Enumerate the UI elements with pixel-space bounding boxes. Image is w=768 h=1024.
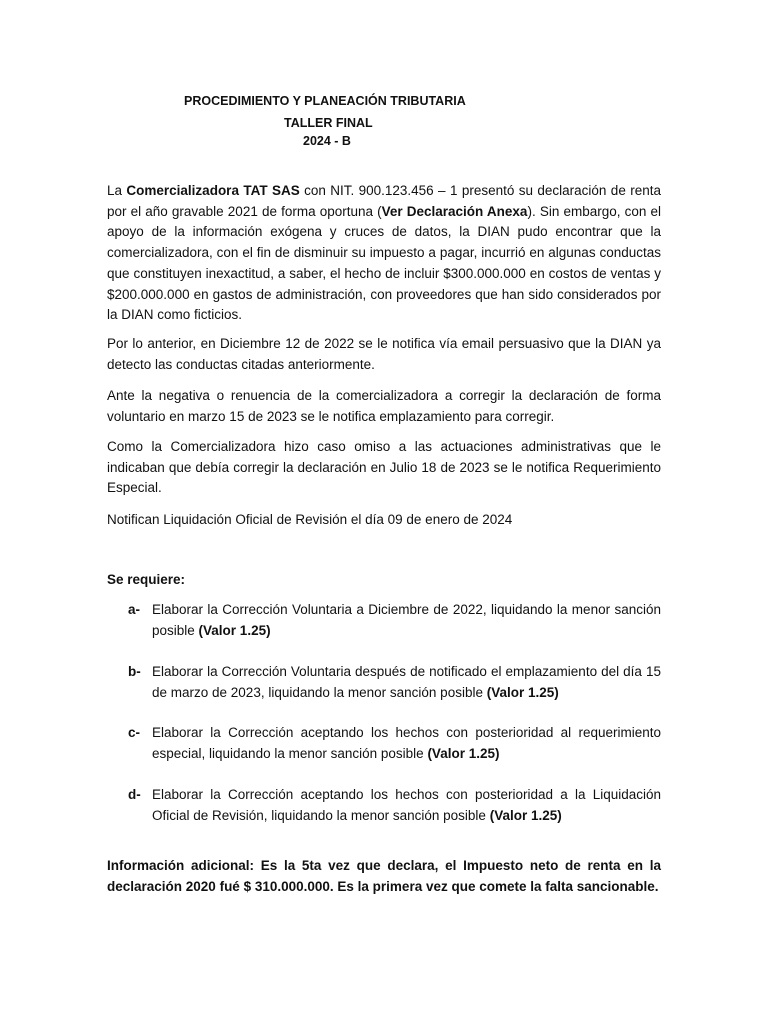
list-item [128, 662, 661, 703]
requirements-heading-text: Se requiere: [107, 572, 186, 587]
list-item [128, 785, 661, 826]
intro-paragraph [107, 181, 661, 326]
document-period: 2024 - B [303, 134, 351, 148]
list-item-value: (Valor 1.25) [198, 622, 271, 638]
list-item-letter: b- [128, 664, 141, 679]
list-item-value: (Valor 1.25) [427, 745, 500, 761]
summons-paragraph: Ante la negativa o renuencia de la comercializadora a corregir la declaración de forma voluntario en marzo 15 de 2023 se le notifica emplazamiento para corregir. [107, 388, 661, 424]
list-item-description: Elaborar la Corrección aceptando los hechos con posterioridad al requerimiento especial, liquidando la menor sanción posible [152, 725, 661, 761]
list-item-value: (Valor 1.25) [486, 684, 559, 700]
annex-reference: Ver Declaración Anexa [381, 203, 528, 219]
list-item-text [152, 662, 661, 703]
list-item-description: Elaborar la Corrección Voluntaria a Diciembre de 2022, liquidando la menor sanción posible [152, 602, 661, 638]
list-item-letter: c- [128, 725, 141, 740]
additional-info-text: Información adicional: Es la 5ta vez que declara, el Impuesto neto de renta en la declaración 2020 fué $ 310.000.000. Es la primera vez que comete la falta sancionable. [107, 858, 661, 894]
list-item-letter: a- [128, 602, 141, 617]
list-item-letter: d- [128, 787, 141, 802]
list-item-text [152, 785, 661, 826]
requirement-paragraph: Como la Comercializadora hizo caso omiso a las actuaciones administrativas que le indicaban que debía corregir la declaración en Julio 18 de 2023 se le notifica Requerimiento Especial. [107, 439, 661, 496]
list-item-description: Elaborar la Corrección aceptando los hechos con posterioridad a la Liquidación Oficial de Revisión, liquidando la menor sanción posible [152, 787, 661, 823]
document-title: PROCEDIMIENTO Y PLANEACIÓN TRIBUTARIA [184, 94, 466, 108]
list-item [128, 600, 661, 641]
additional-info-paragraph [107, 856, 661, 897]
liquidation-paragraph: Notifican Liquidación Oficial de Revisión el día 09 de enero de 2024 [107, 512, 513, 527]
intro-text-middle: con NIT. 900.123.456 – 1 presentó su declaración de renta por el año gravable 2021 de forma oportuna ( [107, 183, 661, 219]
list-item-text [152, 723, 661, 764]
notification-paragraph: Por lo anterior, en Diciembre 12 de 2022 se le notifica vía email persuasivo que la DIAN ya detecto las conductas citadas anteriormente. [107, 336, 661, 372]
list-item-description: Elaborar la Corrección Voluntaria después de notificado el emplazamiento del día 15 de marzo de 2023, liquidando la menor sanción posible [152, 664, 661, 700]
document-subtitle: TALLER FINAL [284, 116, 373, 130]
list-item-text [152, 600, 661, 641]
intro-text-end: ). Sin embargo, con el apoyo de la información exógena y cruces de datos, la DIAN pudo encontrar que la comercializadora, con el fin de disminuir su impuesto a pagar, incurrió en algunas conductas que constituyen inexactitud, a saber, el hecho de incluir $300.000.000 en costos de ventas y $200.000.000 en gastos de administración, con proveedores que han sido considerados por la DIAN como ficticios. [107, 203, 661, 323]
list-item [128, 723, 661, 764]
requirements-heading [107, 570, 661, 591]
list-item-value: (Valor 1.25) [489, 807, 562, 823]
company-name: Comercializadora TAT SAS [126, 183, 300, 198]
intro-text-start: La [107, 183, 127, 198]
